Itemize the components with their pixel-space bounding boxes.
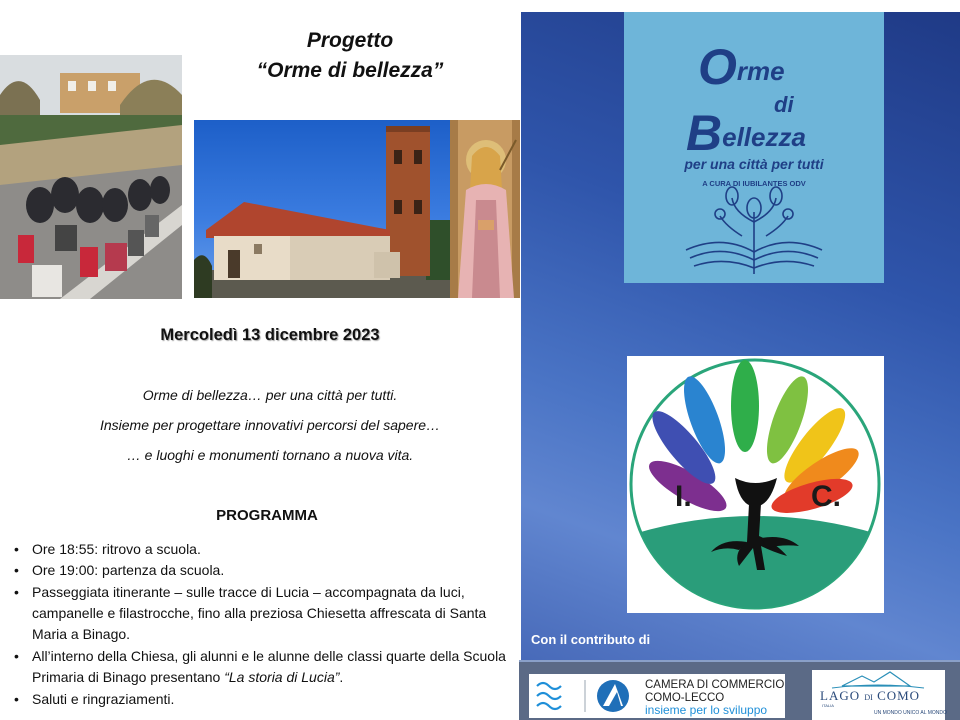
logo-word-bellezza: Bellezza (686, 105, 806, 161)
title-line-2: “Orme di bellezza” (256, 59, 444, 82)
camera-line-1: CAMERA DI COMMERCIO (645, 679, 785, 691)
program-item-text: All’interno della Chiesa, gli alunni e le alunne delle classi quarte della Scuola Primaria di Binago presentano (32, 648, 506, 685)
book-flower-icon (686, 187, 822, 274)
logo-word-di: di (774, 92, 794, 117)
orme-di-bellezza-logo (624, 12, 884, 283)
program-item (12, 646, 520, 688)
logo-credit: A CURA DI IUBILANTES ODV (702, 179, 806, 188)
program-item: • Ore 18:55: ritrovo a scuola. (12, 539, 520, 560)
camera-line-2: COMO-LECCO (645, 691, 725, 704)
camera-commercio-text (645, 679, 784, 717)
logo-word-orme: Orme (698, 39, 785, 95)
ic-letter-c: C. (811, 480, 841, 513)
como-italia: ITALIA (822, 703, 834, 708)
church-photo-art (194, 120, 450, 298)
orme-logo-art (624, 12, 884, 283)
como-word-como: COMO (877, 688, 921, 703)
program-list (12, 539, 520, 710)
program-item-story-title: “La storia di Lucia” (224, 669, 340, 685)
camera-commercio-logo (529, 674, 785, 718)
como-title (820, 688, 920, 704)
title-line-1: Progetto (306, 29, 394, 52)
church-photo (194, 120, 450, 298)
contribution-label: Con il contributo di (531, 632, 651, 647)
lago-di-como-logo (812, 670, 945, 720)
program-item: • Ore 19:00: partenza da scuola. (12, 560, 520, 581)
mountains-icon (812, 670, 945, 690)
event-date: Mercoledì 13 dicembre 2023 (160, 326, 380, 344)
project-title (200, 26, 500, 86)
como-tagline: UN MONDO UNICO AL MONDO (874, 710, 947, 716)
students-photo (0, 55, 182, 299)
program-item-end: . (339, 669, 344, 685)
intro-line-3: … e luoghi e monumenti tornano a nuova vita. (126, 447, 414, 463)
como-word-di: DI (864, 693, 873, 702)
students-photo-art (0, 55, 182, 299)
camera-line-3: insieme per lo sviluppo (645, 703, 768, 717)
intro-line-1: Orme di bellezza… per una città per tutti. (142, 387, 398, 403)
fresco-photo-art (450, 120, 520, 298)
camera-commercio-icon (529, 674, 639, 718)
ic-letter-i: I. (675, 480, 692, 513)
como-word-lago: LAGO (820, 688, 861, 703)
school-ic-logo (627, 356, 884, 613)
program-heading: PROGRAMMA (216, 507, 318, 524)
fresco-photo (450, 120, 520, 298)
program-item: • Saluti e ringraziamenti. (12, 689, 520, 710)
logo-subtitle: per una città per tutti (684, 156, 824, 172)
intro-text (0, 384, 540, 474)
program-item: • Passeggiata itinerante – sulle tracce di Lucia – accompagnata da luci, campanelle e filastrocche, fino alla preziosa Chiesetta affrescata di Santa Maria a Binago. (12, 582, 520, 645)
ic-logo-art (627, 356, 884, 613)
intro-line-2: Insieme per progettare innovativi percorsi del sapere… (99, 417, 441, 433)
